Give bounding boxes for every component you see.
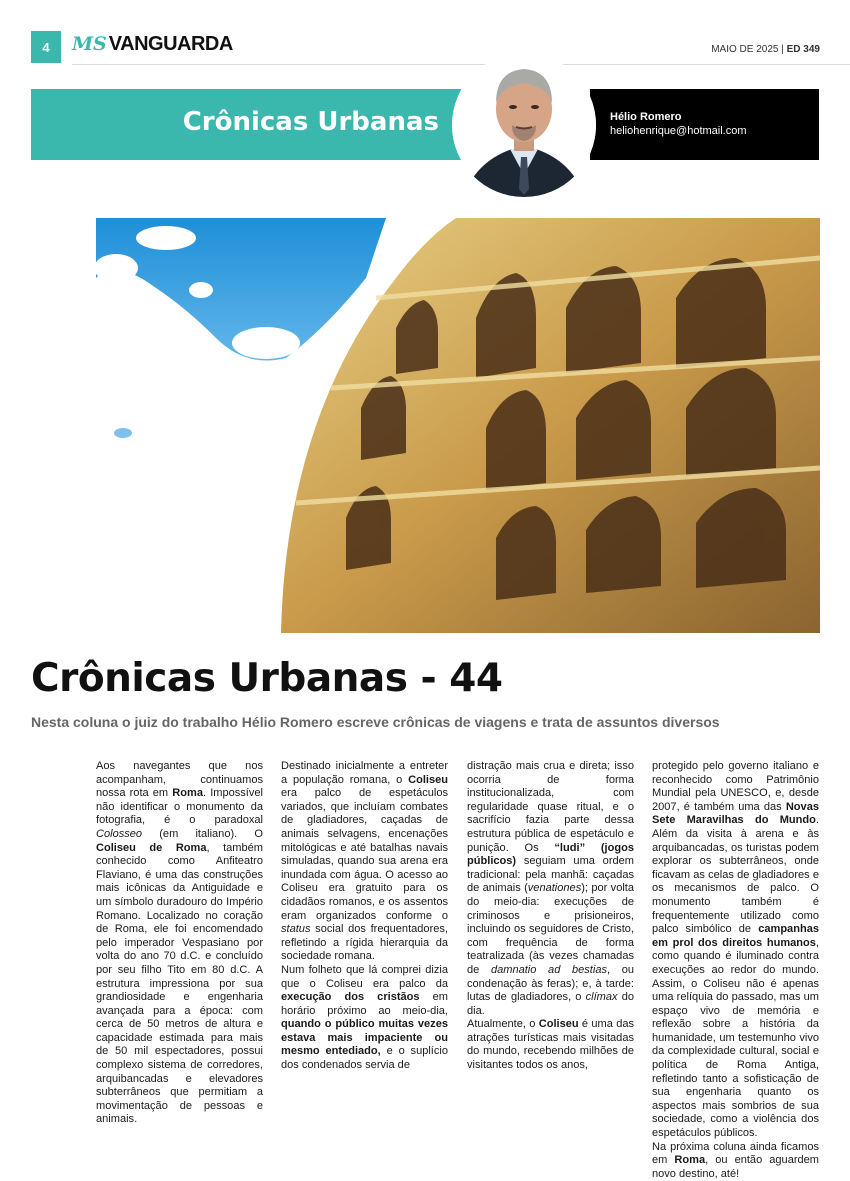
header-divider	[72, 64, 850, 65]
page-number: 4	[31, 31, 61, 63]
article-column-3	[467, 760, 634, 1073]
author-email: heliohenrique@hotmail.com	[610, 125, 747, 137]
paragraph-3: distração mais crua e direta; isso ocorria de forma institucionalizada, com regularidade quase ritual, e o sacrifício fazia parte dessa estrutura pública de espetáculo e punição. Os “ludi” (jogos públicos) seguiam uma ordem tradicional: pela manhã: caçadas de animais (venationes); por volta do meio-dia: execuções de criminosos e prisioneiros, incluindo os seguidores de Cristo, com frequência de forma teatralizada (às vezes chamadas de damnatio ad bestias, ou condenação às feras); e, à tarde: lutas de gladiadores, o clímax do dia.	[467, 760, 635, 1017]
section-title: Crônicas Urbanas	[182, 107, 439, 137]
issue-info	[711, 44, 820, 55]
paragraph-4: Atualmente, o Coliseu é uma das atrações turísticas mais visitadas do mundo, recebendo milhões de visitantes todos os anos,	[467, 1018, 634, 1072]
issue-date: MAIO DE 2025	[711, 44, 779, 55]
paragraph-1: Aos navegantes que nos acompanham, continuamos nossa rota em Roma. Impossível não identificar o monumento da fotografia, é o paradoxal Colosseo (em italiano). O Coliseu de Roma, também conhecido como Anfiteatro Flaviano, é uma das construções mais icônicas da Antiguidade e um símbolo duradouro do Império Romano. Localizado no coração de Roma, ele foi encomendado pelo imperador Vespasiano por volta do ano 70 d.C. e concluído por seu filho Tito em 80 d.C. A estrutura impressiona por sua grandiosidade e engenharia avançada para a época: com cerca de 50 metros de altura e capacidade estimada para mais de 50 mil espectadores, possui complexo sistema de corredores, arquibancadas e elevadores subterrâneos que permitiam a movimentação de pessoas e animais.	[96, 760, 264, 1126]
paragraph-3: Num folheto que lá comprei dizia que o Coliseu era palco da execução dos cristãos em horário próximo ao meio-dia, quando o público muitas vezes estava mais impaciente ou mesmo entediado, e o suplício dos condenados servia de	[281, 963, 449, 1072]
logo-name: VANGUARDA	[108, 33, 233, 55]
paragraph-4: protegido pelo governo italiano e reconhecido como Patrimônio Mundial pela UNESCO, e, desde 2007, é também uma das Novas Sete Maravilhas do Mundo. Além da visita à arena e às arquibancadas, os turistas podem explorar os subterrâneos, onde ficavam as celas de gladiadores e os mecanismos de palco. O monumento também é frequentemente utilizado como palco simbólico de campanhas em prol dos direitos humanos, como quando é iluminado contra execuções ao redor do mundo. Assim, o Coliseu não é apenas uma relíquia do passado, mas um espaço vivo de memória e reflexão sobre a história da humanidade, um testemunho vivo da complexidade cultural, social e política de Roma Antiga, refletindo tanto a sofisticação de sua engenharia quanto os aspectos mais sombrios de sua sociedade, como a violência dos espetáculos públicos.	[652, 760, 819, 1140]
author-box	[590, 89, 819, 160]
article-subtitle: Nesta coluna o juiz do trabalho Hélio Romero escreve crônicas de viagens e trata de assuntos diversos	[31, 714, 720, 730]
paragraph-2: Destinado inicialmente a entreter a população romana, o Coliseu era palco de espetáculos variados, que incluíam combates de gladiadores, caçadas de animais selvagens, encenações mitológicas e até batalhas navais simuladas, quando sua arena era inundada com água. O acesso ao Coliseu era gratuito para os cidadãos romanos, e os assentos eram organizados conforme o status social dos frequentadores, refletindo a rígida hierarquia da sociedade romana.	[281, 760, 448, 963]
issue-number: ED 349	[786, 44, 820, 55]
author-photo	[452, 53, 596, 197]
issue-separator: |	[778, 44, 787, 55]
section-banner	[31, 89, 461, 160]
colosseum-photo	[96, 218, 820, 633]
paragraph-5: Na próxima coluna ainda ficamos em Roma, ou então aguardem novo destino, até!	[652, 1140, 820, 1180]
logo-ms: MS	[72, 33, 107, 55]
article-column-2	[281, 760, 448, 1073]
author-portrait	[452, 53, 596, 197]
author-name: Hélio Romero	[610, 111, 682, 123]
article-headline: Crônicas Urbanas - 44	[31, 656, 503, 701]
article-column-1	[96, 760, 263, 1127]
colosseum-illustration	[96, 218, 820, 633]
article-column-4	[652, 760, 819, 1181]
logo	[72, 33, 233, 59]
